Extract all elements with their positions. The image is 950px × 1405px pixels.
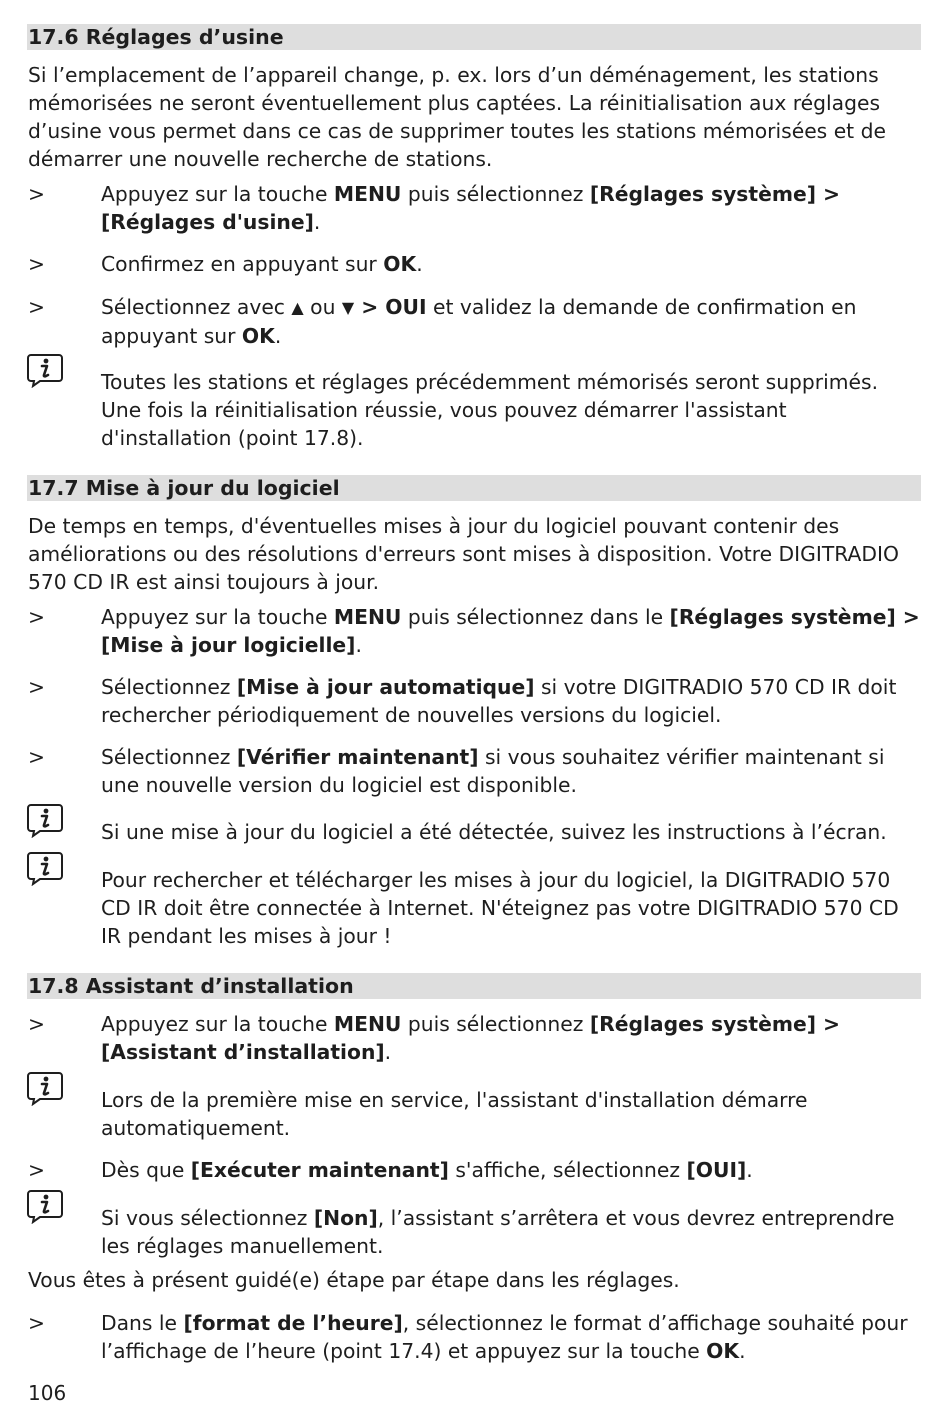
step-marker: > bbox=[28, 1012, 45, 1036]
step-text: Dès que [Exécuter maintenant] s'affiche, sélectionnez [OUI]. bbox=[101, 1158, 753, 1182]
note-text: Toutes les stations et réglages précédemment mémorisés seront supprimés. Une fois la réinitialisation réussie, vous pouvez démarrer l'assistant d'installation (point 17.8). bbox=[101, 370, 879, 450]
section-intro: Si l’emplacement de l’appareil change, p. ex. lors d’un déménagement, les stations mémorisées ne seront éventuellement plus captées. La réinitialisation aux réglages d’usine vous permet dans ce cas de supprimer toutes les stations mémorisées et de démarrer une nouvelle recherche de stations. bbox=[28, 63, 886, 171]
step-marker: > bbox=[28, 745, 45, 769]
step-text: Dans le [format de l’heure], sélectionnez le format d’affichage souhaité pour l’affichage de l’heure (point 17.4) et appuyez sur la touche OK. bbox=[101, 1311, 908, 1363]
note-text: Lors de la première mise en service, l'assistant d'installation démarre automatiquement. bbox=[101, 1088, 808, 1140]
section-heading-17-7: 17.7 Mise à jour du logiciel bbox=[27, 475, 921, 501]
step-text: Confirmez en appuyant sur OK. bbox=[101, 252, 423, 276]
section-heading-17-6: 17.6 Réglages d’usine bbox=[27, 24, 921, 50]
info-icon bbox=[26, 352, 64, 388]
step-text: Appuyez sur la touche MENU puis sélectionnez dans le [Réglages système] > [Mise à jour logicielle]. bbox=[101, 605, 920, 657]
step-marker: > bbox=[28, 252, 45, 276]
step-marker: > bbox=[28, 675, 45, 699]
page-number: 106 bbox=[28, 1381, 67, 1405]
info-icon bbox=[26, 1188, 64, 1224]
step-text: Appuyez sur la touche MENU puis sélectionnez [Réglages système] > [Assistant d’installation]. bbox=[101, 1012, 841, 1064]
step-text: Sélectionnez [Mise à jour automatique] si votre DIGITRADIO 570 CD IR doit rechercher périodiquement de nouvelles versions du logiciel. bbox=[101, 675, 897, 727]
info-icon bbox=[26, 850, 64, 886]
note-text: Si vous sélectionnez [Non], l’assistant s’arrêtera et vous devrez entreprendre les réglages manuellement. bbox=[101, 1206, 895, 1258]
info-icon bbox=[26, 802, 64, 838]
step-text: Appuyez sur la touche MENU puis sélectionnez [Réglages système] > [Réglages d'usine]. bbox=[101, 182, 841, 234]
step-text: Sélectionnez avec ▲ ou ▼ > OUI et validez la demande de confirmation en appuyant sur OK. bbox=[101, 295, 857, 348]
section-outro: Vous êtes à présent guidé(e) étape par étape dans les réglages. bbox=[28, 1268, 680, 1292]
step-marker: > bbox=[28, 1158, 45, 1182]
step-text: Sélectionnez [Vérifier maintenant] si vous souhaitez vérifier maintenant si une nouvelle version du logiciel est disponible. bbox=[101, 745, 885, 797]
note-text: Si une mise à jour du logiciel a été détectée, suivez les instructions à l’écran. bbox=[101, 820, 887, 844]
note-text: Pour rechercher et télécharger les mises à jour du logiciel, la DIGITRADIO 570 CD IR doit être connectée à Internet. N'éteignez pas votre DIGITRADIO 570 CD IR pendant les mises à jour ! bbox=[101, 868, 899, 948]
step-marker: > bbox=[28, 182, 45, 206]
up-arrow-icon: ▲ bbox=[291, 298, 304, 317]
step-marker: > bbox=[28, 295, 45, 319]
section-heading-17-8: 17.8 Assistant d’installation bbox=[27, 973, 921, 999]
step-marker: > bbox=[28, 605, 45, 629]
step-marker: > bbox=[28, 1311, 45, 1335]
info-icon bbox=[26, 1070, 64, 1106]
section-intro: De temps en temps, d'éventuelles mises à jour du logiciel pouvant contenir des améliorations ou des résolutions d'erreurs sont mises à disposition. Votre DIGITRADIO 570 CD IR est ainsi toujours à jour. bbox=[28, 514, 899, 594]
down-arrow-icon: ▼ bbox=[341, 298, 355, 317]
